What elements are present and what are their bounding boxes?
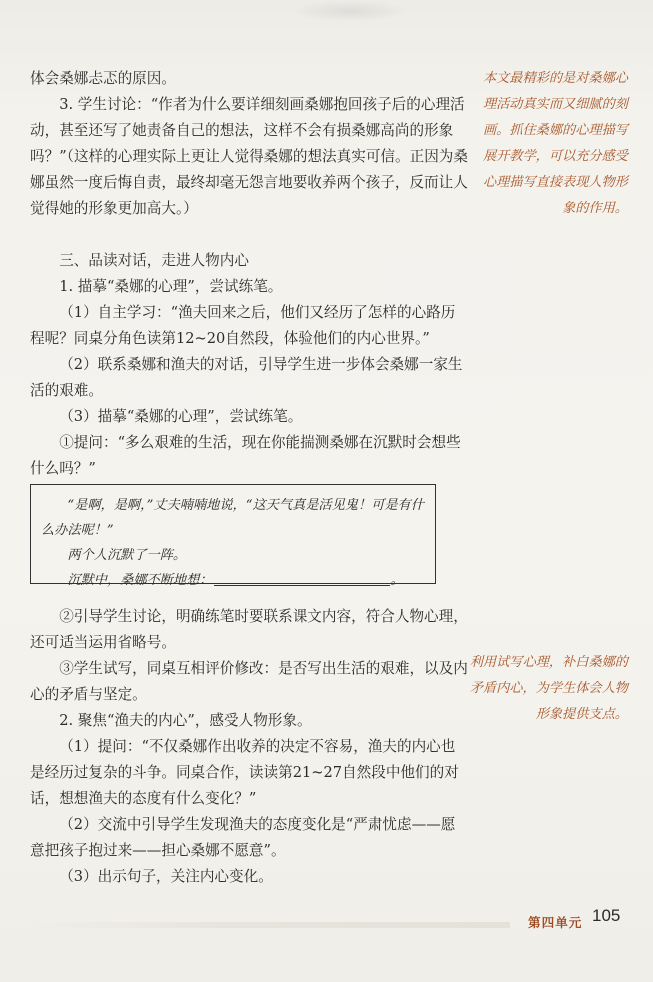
paragraph: （1）提问：“不仅桑娜作出收养的决定不容易，渔夫的内心也是经历过复杂的斗争。同桌合作，读读第21~27自然段中他们的对话，想想渔夫的态度有什么变化？” <box>30 738 459 807</box>
main-text-continued <box>30 604 468 890</box>
paragraph: ③学生试写，同桌互相评价修改：是否写出生活的艰难，以及内心的矛盾与坚定。 <box>30 660 468 703</box>
margin-note-2: 利用试写心理，补白桑娜的矛盾内心，为学生体会人物形象提供支点。 <box>469 655 628 722</box>
paragraph: （3）描摹“桑娜的心理”，尝试练笔。 <box>59 408 303 425</box>
page-number: 105 <box>592 906 621 925</box>
unit-label: 第四单元 <box>528 915 583 930</box>
paragraph: （2）联系桑娜和渔夫的对话，引导学生进一步体会桑娜一家生活的艰难。 <box>30 356 463 399</box>
step-heading: 2. 聚焦“渔夫的内心”，感受人物形象。 <box>59 712 312 729</box>
paragraph: （3）出示句子，关注内心变化。 <box>59 868 273 885</box>
section-heading: 三、品读对话，走进人物内心 <box>59 252 249 269</box>
fill-blank[interactable] <box>214 571 390 586</box>
box-prompt <box>41 568 425 593</box>
footer-rule <box>30 922 510 928</box>
paragraph-discussion: 3. 学生讨论：“作者为什么要详细刻画桑娜抱回孩子后的心理活动，甚至还写了她责备自己的想法，这样不会有损桑娜高尚的形象吗？”（这样的心理实际上更让人觉得桑娜的想法真实可信。正因为桑娜虽然一度后悔自责，最终却毫无怨言地要收养两个孩子，反而让人觉得她的形象更加高大。） <box>30 96 468 217</box>
writing-exercise-box <box>30 484 436 588</box>
main-text <box>30 66 468 482</box>
box-line: 两个人沉默了一阵。 <box>67 548 187 563</box>
paragraph: （1）自主学习：“渔夫回来之后，他们又经历了怎样的心路历程呢？同桌分角色读第12~20自然段，体验他们的内心世界。” <box>30 304 456 347</box>
box-dialogue: “是啊，是啊，”丈夫喃喃地说，“这天气真是活见鬼！可是有什么办法呢！” <box>41 498 424 538</box>
margin-note-1: 本文最精彩的是对桑娜心理活动真实而又细腻的刻画。抓住桑娜的心理描写展开教学，可以充分感受心理描写直接表现人物形象的作用。 <box>482 71 628 216</box>
paragraph: ②引导学生讨论，明确练笔时要联系课文内容，符合人物心理，还可适当运用省略号。 <box>30 608 468 651</box>
paragraph: ①提问：“多么艰难的生活，现在你能揣测桑娜在沉默时会想些什么吗？” <box>30 434 461 477</box>
box-prompt-text: 沉默中，桑娜不断地想： <box>67 573 213 588</box>
paragraph: （2）交流中引导学生发现渔夫的态度变化是“严肃忧虑——愿意把孩子抱过来——担心桑娜不愿意”。 <box>30 816 456 859</box>
paragraph: 体会桑娜忐忑的原因。 <box>30 70 176 87</box>
box-prompt-end: 。 <box>390 573 404 588</box>
page-shadow <box>290 0 410 22</box>
step-heading: 1. 描摹“桑娜的心理”，尝试练笔。 <box>59 278 283 295</box>
